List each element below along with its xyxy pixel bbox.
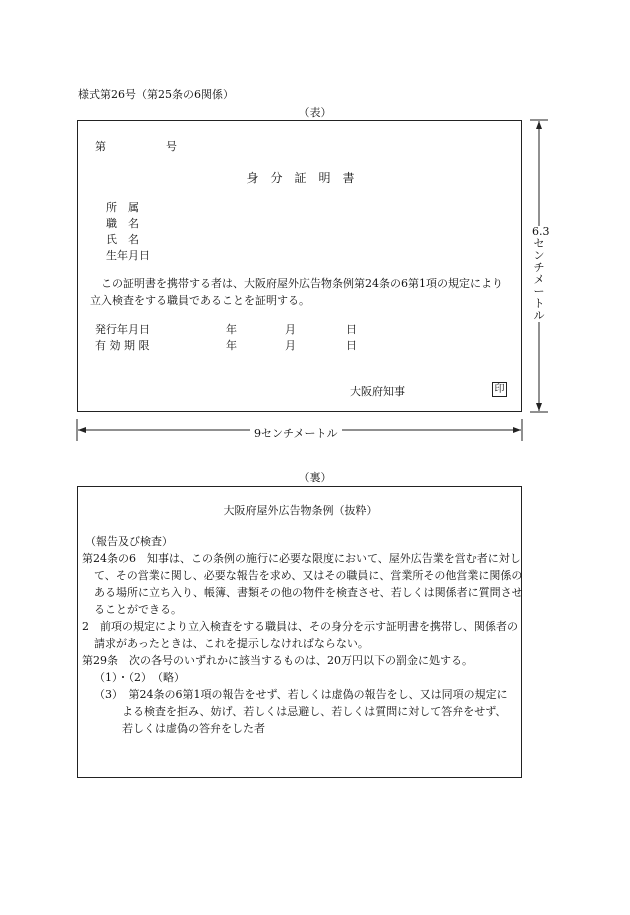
height-arrow-head-bottom <box>536 403 542 411</box>
card-title: 身 分 証 明 書 <box>246 171 355 185</box>
field-birthdate: 生年月日 <box>106 249 150 262</box>
article-24-6: 第24条の6 知事は、この条例の施行に必要な限度において、屋外広告業を営む者に対して、その営業に関し、必要な報告を求め、又はその職員に、営業所その他営業に関係のある場所に立ち入り、帳簿、書類その他の物件を検査させ、若しくは関係者に質問させることができる。 <box>82 552 523 616</box>
card-number-suffix: 号 <box>166 140 177 153</box>
card-number-prefix: 第 <box>95 140 106 153</box>
height-arrow-head-top <box>536 121 542 129</box>
issuer-name: 大阪府知事 <box>350 385 405 398</box>
issue-month: 月 <box>285 323 296 336</box>
valid-month: 月 <box>285 339 296 352</box>
seal-glyph: 印 <box>492 382 507 397</box>
statement-line-2: 立入検査をする職員であることを証明する。 <box>90 294 310 307</box>
issue-date-label: 発行年月日 <box>95 323 150 336</box>
issue-year: 年 <box>226 323 237 336</box>
back-caption: （裏） <box>298 471 332 484</box>
ordinance-title: 大阪府屋外広告物条例（抜粋） <box>223 504 378 517</box>
article-29-item-3: （3） 第24条の6第1項の報告をせず、若しくは虚偽の報告をし、又は同項の規定による検査を拒み、妨げ、若しくは忌避し、若しくは質問に対して答弁をせず、若しくは虚偽の答弁をした者 <box>94 688 508 735</box>
field-job-title: 職 名 <box>106 217 139 230</box>
field-affiliation: 所 属 <box>106 201 139 214</box>
form-number-label: 様式第26号（第25条の6関係） <box>78 88 234 101</box>
width-dimension-label: 9センチメートル <box>250 425 342 441</box>
validity-label: 有 効 期 限 <box>95 339 150 352</box>
article-29: 第29条 次の各号のいずれかに該当するものは、20万円以下の罰金に処する。 <box>82 654 473 667</box>
field-name: 氏 名 <box>106 233 139 246</box>
height-dimension-label: 6.3センチメートル <box>532 225 550 322</box>
article-24-6-paragraph-2: 2 前項の規定により立入検査をする職員は、その身分を示す証明書を携帯し、関係者の請求があったときは、これを提示しなければならない。 <box>82 620 518 650</box>
width-arrow-head-right <box>513 427 521 433</box>
valid-day: 日 <box>346 339 357 352</box>
id-card-back <box>77 486 522 778</box>
issue-day: 日 <box>346 323 357 336</box>
article-29-items-1-2: （1）・（2） （略） <box>94 671 185 684</box>
valid-year: 年 <box>226 339 237 352</box>
statement-line-1: この証明書を携帯する者は、大阪府屋外広告物条例第24条の6第1項の規定により <box>101 277 503 290</box>
section-heading: （報告及び検査） <box>85 535 173 548</box>
front-caption: （表） <box>298 106 332 119</box>
width-arrow-head-left <box>78 427 86 433</box>
